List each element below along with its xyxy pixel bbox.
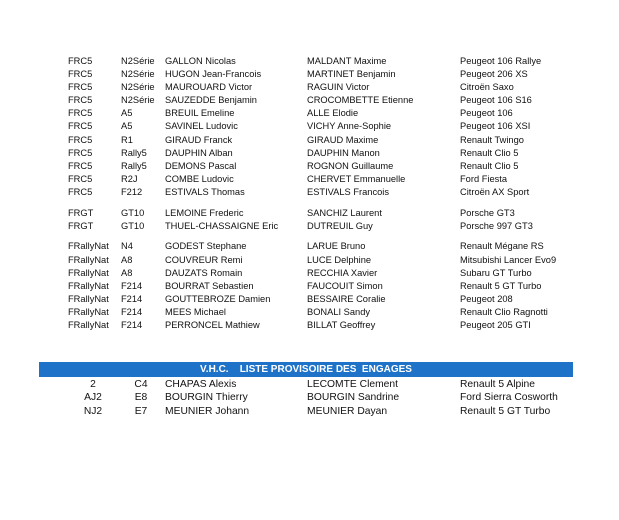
entry-car: Renault 5 GT Turbo	[460, 280, 542, 291]
entry-row	[0, 240, 619, 253]
entry-group: F212	[121, 186, 143, 197]
entry-class: FRC5	[68, 160, 93, 171]
entry-class: FRC5	[68, 121, 93, 132]
entry-group: N2Série	[121, 82, 155, 93]
entry-group: GT10	[121, 207, 145, 218]
entry-row	[0, 107, 619, 120]
entry-group: A5	[121, 121, 133, 132]
entry-car: Renault Clio 5	[460, 160, 519, 171]
entry-pilot: GOUTTEBROZE Damien	[165, 293, 271, 304]
entry-car: Renault Twingo	[460, 134, 524, 145]
entry-copilot: ALLE Elodie	[307, 108, 359, 119]
entry-row	[0, 267, 619, 280]
entry-pilot: HUGON Jean-Francois	[165, 69, 262, 80]
entry-group: A8	[121, 254, 133, 265]
entry-group: F214	[121, 319, 143, 330]
entry-row	[0, 160, 619, 173]
entry-class: FRallyNat	[68, 293, 109, 304]
entry-row	[0, 220, 619, 233]
entry-copilot: SANCHIZ Laurent	[307, 207, 382, 218]
entry-pilot: ESTIVALS Thomas	[165, 186, 245, 197]
entry-car: Citroën AX Sport	[460, 186, 530, 197]
entry-class: FRallyNat	[68, 267, 109, 278]
vhc-entry-car: Ford Sierra Cosworth	[460, 392, 558, 404]
vhc-entry-row	[0, 405, 619, 418]
vhc-entry-group: E8	[134, 392, 148, 404]
entry-row	[0, 173, 619, 186]
entry-copilot: ESTIVALS Francois	[307, 186, 389, 197]
entries-list	[0, 55, 619, 332]
entry-row	[0, 207, 619, 220]
entry-copilot: LUCE Delphine	[307, 254, 372, 265]
entry-car: Renault Clio Ragnotti	[460, 306, 548, 317]
vhc-entry-row	[0, 391, 619, 404]
entry-group: N2Série	[121, 56, 155, 66]
entry-class: FRGT	[68, 220, 94, 231]
entry-class: FRC5	[68, 82, 93, 93]
vhc-entry-pilot: BOURGIN Thierry	[165, 392, 248, 404]
entry-copilot: DUTREUIL Guy	[307, 220, 373, 231]
vhc-entry-class: AJ2	[84, 392, 102, 404]
entry-pilot: LEMOINE Frederic	[165, 207, 244, 218]
entry-pilot: COUVREUR Remi	[165, 254, 243, 265]
entry-group: N2Série	[121, 95, 155, 106]
entry-copilot: FAUCOUIT Simon	[307, 280, 383, 291]
entry-car: Citroën Saxo	[460, 82, 514, 93]
entry-car: Peugeot 205 GTI	[460, 319, 531, 330]
vhc-section-header: V.H.C. LISTE PROVISOIRE DES ENGAGES	[39, 362, 573, 377]
entry-row	[0, 147, 619, 160]
entry-class: FRC5	[68, 69, 93, 80]
entry-group: N2Série	[121, 69, 155, 80]
entry-class: FRallyNat	[68, 306, 109, 317]
entry-copilot: BONALI Sandy	[307, 306, 371, 317]
vhc-entry-copilot: BOURGIN Sandrine	[307, 392, 400, 404]
vhc-entry-car: Renault 5 GT Turbo	[460, 405, 551, 417]
entry-row	[0, 186, 619, 199]
entry-row	[0, 94, 619, 107]
entry-row	[0, 55, 619, 68]
entry-car: Subaru GT Turbo	[460, 267, 532, 278]
entry-copilot: VICHY Anne-Sophie	[307, 121, 392, 132]
vhc-entry-pilot: CHAPAS Alexis	[165, 379, 237, 390]
entry-copilot: DAUPHIN Manon	[307, 147, 380, 158]
entry-class: FRC5	[68, 186, 93, 197]
entry-row	[0, 120, 619, 133]
entry-class: FRC5	[68, 95, 93, 106]
entry-car: Porsche 997 GT3	[460, 220, 533, 231]
entry-copilot: ROGNON Guillaume	[307, 160, 394, 171]
entry-class: FRallyNat	[68, 254, 109, 265]
entry-pilot: DAUPHIN Alban	[165, 147, 233, 158]
entry-copilot: RAGUIN Victor	[307, 82, 370, 93]
entry-row	[0, 306, 619, 319]
entry-pilot: MEES Michael	[165, 306, 226, 317]
entry-pilot: BREUIL Emeline	[165, 108, 235, 119]
entry-row	[0, 280, 619, 293]
entry-pilot: COMBE Ludovic	[165, 173, 234, 184]
entry-copilot: BILLAT Geoffrey	[307, 319, 376, 330]
entry-row	[0, 293, 619, 306]
entry-class: FRC5	[68, 147, 93, 158]
entry-row	[0, 319, 619, 332]
entry-pilot: DAUZATS Romain	[165, 267, 243, 278]
entry-class: FRC5	[68, 56, 93, 66]
vhc-entry-group: E7	[134, 405, 148, 417]
vhc-entry-row	[0, 378, 619, 391]
entry-copilot: CHERVET Emmanuelle	[307, 173, 406, 184]
entry-copilot: LARUE Bruno	[307, 241, 366, 252]
entry-copilot: BESSAIRE Coralie	[307, 293, 386, 304]
entry-pilot: BOURRAT Sebastien	[165, 280, 254, 291]
entry-car: Peugeot 208	[460, 293, 513, 304]
entry-class: FRGT	[68, 207, 94, 218]
entry-copilot: MARTINET Benjamin	[307, 69, 396, 80]
entry-group: Rally5	[121, 160, 147, 171]
entry-group: GT10	[121, 220, 145, 231]
vhc-entry-copilot: LECOMTE Clement	[307, 379, 398, 390]
entry-group: Rally5	[121, 147, 147, 158]
entry-group: F214	[121, 306, 143, 317]
entry-pilot: MAUROUARD Victor	[165, 82, 253, 93]
vhc-entries-list	[0, 378, 619, 418]
entry-car: Peugeot 106 S16	[460, 95, 532, 106]
entry-row	[0, 81, 619, 94]
vhc-entry-pilot: MEUNIER Johann	[165, 405, 250, 417]
entry-row	[0, 134, 619, 147]
vhc-entry-class: NJ2	[83, 405, 103, 417]
entry-class: FRC5	[68, 108, 93, 119]
entry-car: Peugeot 106 XSI	[460, 121, 531, 132]
entry-car: Porsche GT3	[460, 207, 515, 218]
entry-car: Renault Mégane RS	[460, 241, 544, 252]
entry-row	[0, 254, 619, 267]
entry-group: A8	[121, 267, 133, 278]
entry-pilot: SAUZEDDE Benjamin	[165, 95, 257, 106]
entry-class: FRallyNat	[68, 319, 109, 330]
entry-pilot: THUEL-CHASSAIGNE Eric	[165, 220, 279, 231]
entry-class: FRC5	[68, 173, 93, 184]
entry-group: R1	[121, 134, 133, 145]
entry-car: Mitsubishi Lancer Evo9	[460, 254, 557, 265]
entry-pilot: SAVINEL Ludovic	[165, 121, 238, 132]
entry-pilot: GODEST Stephane	[165, 241, 247, 252]
entry-class: FRallyNat	[68, 241, 109, 252]
entry-copilot: RECCHIA Xavier	[307, 267, 378, 278]
entry-copilot: MALDANT Maxime	[307, 56, 387, 66]
entry-car: Peugeot 206 XS	[460, 69, 528, 80]
entry-car: Renault Clio 5	[460, 147, 519, 158]
entry-car: Ford Fiesta	[460, 173, 508, 184]
vhc-entry-copilot: MEUNIER Dayan	[307, 405, 388, 417]
vhc-entry-group: C4	[134, 379, 148, 390]
entry-car: Peugeot 106 Rallye	[460, 56, 542, 66]
entry-pilot: GIRAUD Franck	[165, 134, 233, 145]
entry-copilot: CROCOMBETTE Etienne	[307, 95, 414, 106]
entry-group: F214	[121, 293, 143, 304]
entry-group: A5	[121, 108, 133, 119]
vhc-entry-class: 2	[90, 379, 96, 390]
entry-copilot: GIRAUD Maxime	[307, 134, 379, 145]
entry-pilot: GALLON Nicolas	[165, 56, 236, 66]
entry-class: FRallyNat	[68, 280, 109, 291]
entry-row	[0, 68, 619, 81]
entry-pilot: PERRONCEL Mathiew	[165, 319, 260, 330]
entry-class: FRC5	[68, 134, 93, 145]
entry-pilot: DEMONS Pascal	[165, 160, 237, 171]
entry-group: F214	[121, 280, 143, 291]
entry-group: N4	[121, 241, 133, 252]
entry-group: R2J	[121, 173, 138, 184]
entry-car: Peugeot 106	[460, 108, 513, 119]
vhc-entry-car: Renault 5 Alpine	[460, 379, 535, 390]
